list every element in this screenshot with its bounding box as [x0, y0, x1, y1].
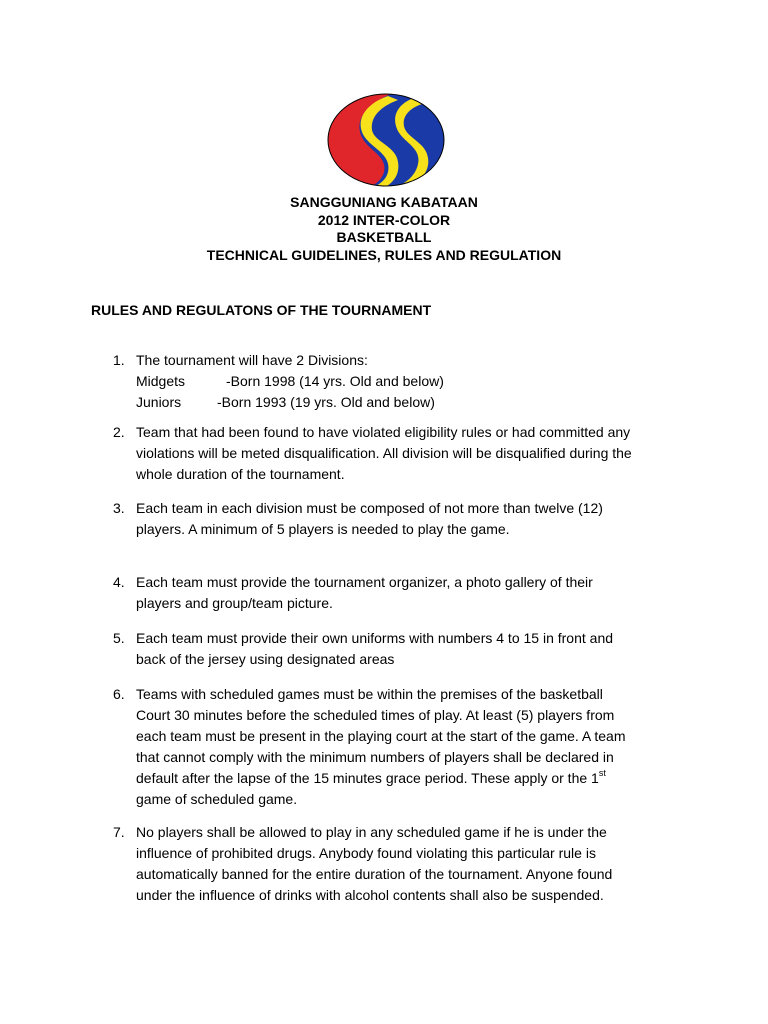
rule-text: under the influence of drinks with alcohol contents shall also be suspended.: [136, 887, 604, 903]
rule-text: game of scheduled game.: [136, 791, 298, 807]
section-title: RULES AND REGULATONS OF THE TOURNAMENT: [91, 302, 432, 318]
rule-text: Teams with scheduled games must be within the premises of the basketball: [136, 686, 603, 702]
rule-text: Team that had been found to have violated eligibility rules or had committed any: [136, 424, 631, 440]
ordinal-suffix: st: [598, 768, 606, 779]
header-sport: BASKETBALL: [336, 229, 432, 245]
rule-text: The tournament will have 2 Divisions:: [136, 352, 368, 368]
rule-text: Court 30 minutes before the scheduled times of play. At least (5) players from: [136, 707, 615, 723]
rule-number: 4.: [113, 574, 125, 590]
rule-text: players and group/team picture.: [136, 595, 333, 611]
rule-number: 3.: [113, 500, 125, 516]
rule-number: 5.: [113, 630, 125, 646]
division-row-midgets: [136, 371, 684, 392]
rule-text: that cannot comply with the minimum numbers of players shall be declared in: [136, 749, 614, 765]
rule-text-with-superscript: [136, 768, 684, 789]
rule-number: 6.: [113, 686, 125, 702]
rule-number: 2.: [113, 424, 125, 440]
rule-text: players. A minimum of 5 players is needed to play the game.: [136, 521, 510, 537]
rule-text: Each team must provide the tournament organizer, a photo gallery of their: [136, 574, 593, 590]
rule-text: Each team must provide their own uniforms with numbers 4 to 15 in front and: [136, 630, 614, 646]
division-row-juniors: [136, 392, 684, 413]
rule-text: whole duration of the tournament.: [136, 466, 345, 482]
header-org: SANGGUNIANG KABATAAN: [290, 194, 478, 210]
rule-text: Each team in each division must be composed of not more than twelve (12): [136, 500, 603, 516]
rule-text: No players shall be allowed to play in any scheduled game if he is under the: [136, 824, 607, 840]
rule-number: 7.: [113, 824, 125, 840]
division-name: Midgets: [136, 373, 186, 389]
header-event: 2012 INTER-COLOR: [317, 211, 451, 228]
division-desc: -Born 1998 (14 yrs. Old and below): [226, 373, 444, 389]
header-subtitle: TECHNICAL GUIDELINES, RULES AND REGULATION: [206, 246, 562, 263]
document-header: [0, 194, 768, 264]
rule-text: influence of prohibited drugs. Anybody found violating this particular rule is: [136, 845, 596, 861]
rule-text: each team must be present in the playing court at the start of the game. A team: [136, 728, 626, 744]
division-name: Juniors: [136, 394, 182, 410]
rule-text: violations will be meted disqualification. All division will be disqualified during the: [136, 445, 632, 461]
rule-text: automatically banned for the entire duration of the tournament. Anyone found: [136, 866, 613, 882]
rule-number: 1.: [113, 352, 125, 368]
sk-logo-icon: [326, 92, 446, 188]
rule-text: back of the jersey using designated areas: [136, 651, 395, 667]
rule-text: default after the lapse of the 15 minutes grace period. These apply or the 1: [136, 770, 599, 786]
division-desc: -Born 1993 (19 yrs. Old and below): [217, 394, 435, 410]
